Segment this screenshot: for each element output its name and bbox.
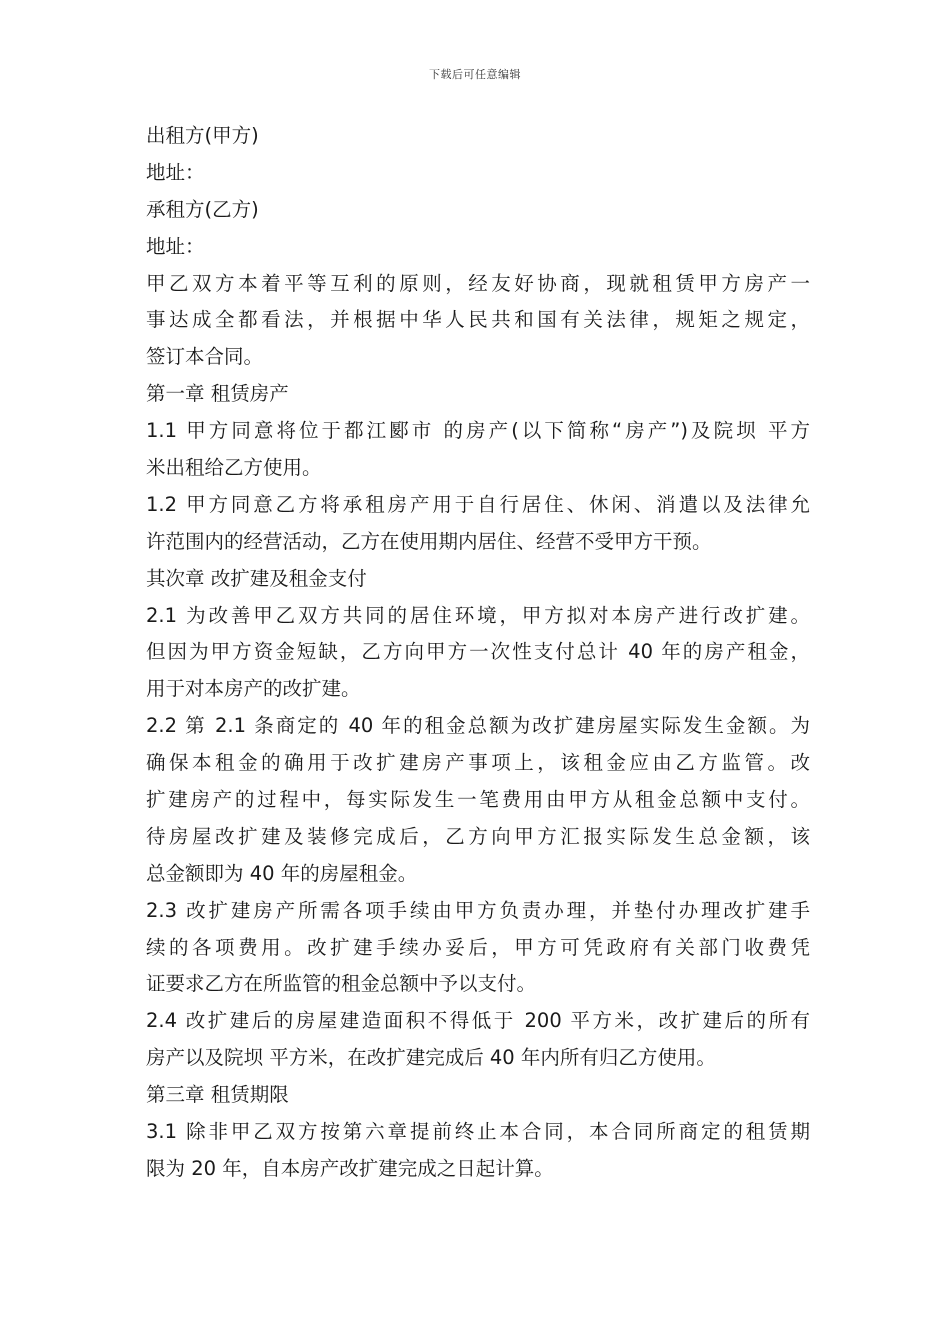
paragraph-line: 待房屋改扩建及装修完成后，乙方向甲方汇报实际发生总金额，该 <box>146 824 810 848</box>
paragraph-line: 3.1 除非甲乙双方按第六章提前终止本合同，本合同所商定的租赁期 <box>146 1120 810 1144</box>
page-header-note: 下载后可任意编辑 <box>429 68 521 81</box>
paragraph-line: 2.4 改扩建后的房屋建造面积不得低于 200 平方米，改扩建后的所有 <box>146 1009 810 1033</box>
chapter-heading: 其次章 改扩建及租金支付 <box>146 566 367 590</box>
paragraph-line: 限为 20 年，自本房产改扩建完成之日起计算。 <box>146 1156 554 1180</box>
paragraph-line: 甲乙双方本着平等互利的原则，经友好协商，现就租赁甲方房产一 <box>146 271 810 295</box>
party-field-line: 地址： <box>146 160 205 184</box>
paragraph-line: 许范围内的经营活动，乙方在使用期内居住、经营不受甲方干预。 <box>146 529 712 553</box>
paragraph-line: 续的各项费用。改扩建手续办妥后，甲方可凭政府有关部门收费凭 <box>146 935 810 959</box>
party-field-line: 出租方(甲方) <box>146 124 259 147</box>
paragraph-line: 米出租给乙方使用。 <box>146 456 322 480</box>
chapter-heading: 第一章 租赁房产 <box>146 382 289 406</box>
paragraph-line: 总金额即为 40 年的房屋租金。 <box>146 861 418 885</box>
paragraph-line: 事达成全都看法，并根据中华人民共和国有关法律，规矩之规定， <box>146 308 810 332</box>
paragraph-line: 2.2 第 2.1 条商定的 40 年的租金总额为改扩建房屋实际发生金额。为 <box>146 714 810 738</box>
paragraph-line: 2.1 为改善甲乙双方共同的居住环境，甲方拟对本房产进行改扩建。 <box>146 603 810 627</box>
paragraph-line: 但因为甲方资金短缺，乙方向甲方一次性支付总计 40 年的房产租金， <box>146 640 810 664</box>
paragraph-line: 2.3 改扩建房产所需各项手续由甲方负责办理，并垫付办理改扩建手 <box>146 898 810 922</box>
paragraph-line: 1.1 甲方同意将位于都江郾市 的房产(以下简称“房产”)及院坝 平方 <box>146 419 810 443</box>
paragraph-line: 证要求乙方在所监管的租金总额中予以支付。 <box>146 972 537 996</box>
paragraph-line: 用于对本房产的改扩建。 <box>146 677 361 701</box>
paragraph-line: 房产以及院坝 平方米，在改扩建完成后 40 年内所有归乙方使用。 <box>146 1046 716 1070</box>
chapter-heading: 第三章 租赁期限 <box>146 1083 289 1107</box>
party-field-line: 承租方(乙方) <box>146 197 259 221</box>
paragraph-line: 扩建房产的过程中，每实际发生一笔费用由甲方从租金总额中支付。 <box>146 788 810 812</box>
document-body <box>146 118 810 1188</box>
paragraph-line: 确保本租金的确用于改扩建房产事项上，该租金应由乙方监管。改 <box>146 751 810 775</box>
paragraph-line: 签订本合同。 <box>146 345 264 369</box>
paragraph-line: 1.2 甲方同意乙方将承租房产用于自行居住、休闲、消遣以及法律允 <box>146 492 810 516</box>
party-field-line: 地址： <box>146 234 205 258</box>
